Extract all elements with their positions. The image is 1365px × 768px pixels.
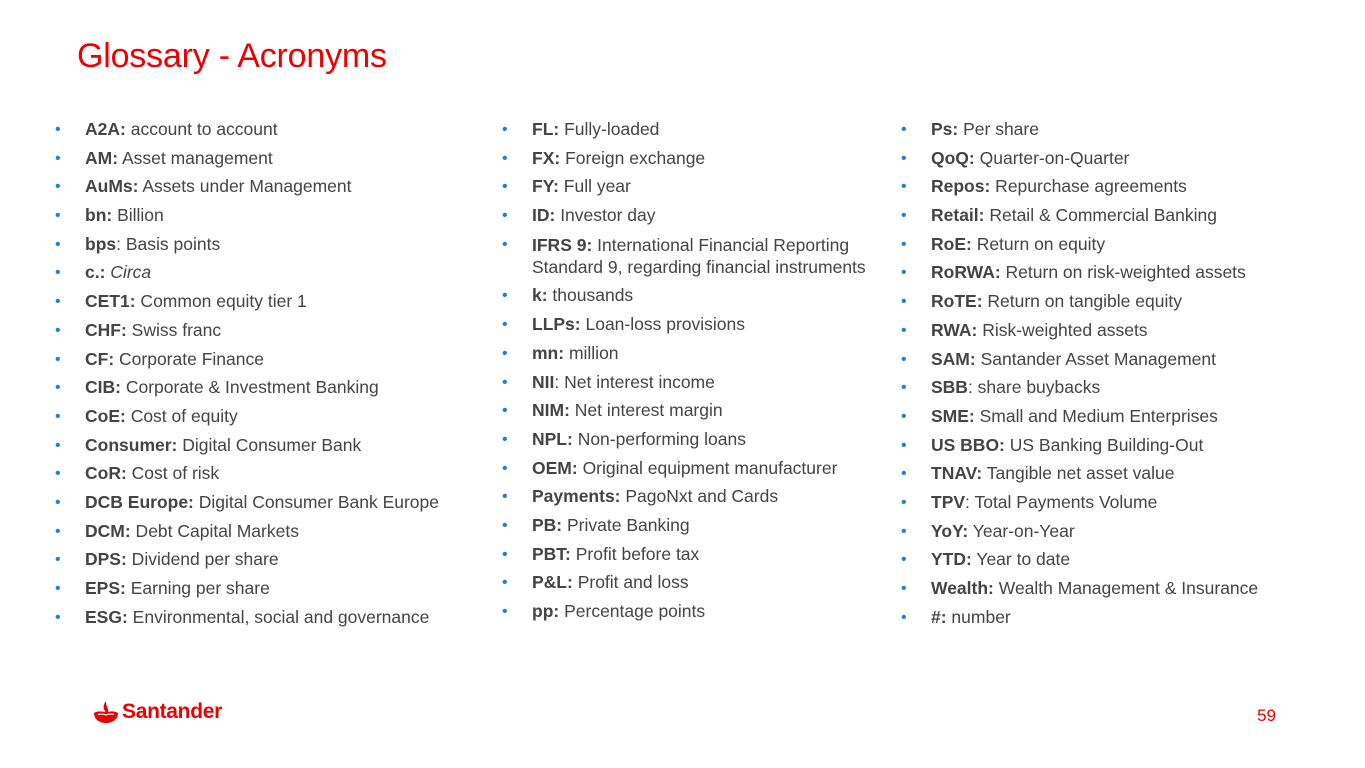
glossary-term: DCM: bbox=[85, 520, 131, 541]
glossary-term: #: bbox=[931, 606, 947, 627]
glossary-definition: Loan-loss provisions bbox=[580, 314, 746, 335]
bullet-icon: • bbox=[55, 407, 61, 425]
glossary-entry bbox=[502, 544, 897, 565]
bullet-icon: • bbox=[502, 545, 508, 563]
glossary-definition: Small and Medium Enterprises bbox=[974, 405, 1218, 426]
bullet-icon: • bbox=[55, 178, 61, 196]
glossary-term: NII bbox=[532, 371, 555, 392]
bullet-icon: • bbox=[901, 321, 907, 339]
glossary-term: FX: bbox=[532, 147, 561, 168]
bullet-icon: • bbox=[55, 350, 61, 368]
glossary-term: SBB bbox=[931, 377, 968, 398]
glossary-entry bbox=[55, 492, 485, 513]
glossary-term: NPL: bbox=[532, 428, 573, 449]
glossary-term: Ps: bbox=[931, 119, 959, 139]
glossary-term: Wealth: bbox=[931, 578, 994, 598]
glossary-term: NIM: bbox=[532, 400, 570, 421]
glossary-definition: Full year bbox=[558, 176, 631, 197]
page-number: 59 bbox=[1257, 706, 1276, 725]
glossary-definition: : Net interest income bbox=[554, 371, 715, 392]
bullet-icon: • bbox=[55, 264, 61, 282]
glossary-entry bbox=[55, 549, 485, 570]
glossary-definition: Risk-weighted assets bbox=[977, 319, 1148, 340]
bullet-icon: • bbox=[502, 459, 508, 477]
bullet-icon: • bbox=[55, 121, 61, 138]
glossary-term: DCB Europe: bbox=[85, 491, 194, 512]
bullet-icon: • bbox=[502, 287, 508, 305]
glossary-entry bbox=[502, 234, 897, 278]
glossary-entry bbox=[901, 291, 1341, 312]
glossary-definition: Tangible net asset value bbox=[982, 463, 1175, 484]
glossary-entry bbox=[55, 349, 485, 370]
glossary-term: mn: bbox=[532, 342, 565, 363]
glossary-entry bbox=[901, 406, 1341, 427]
glossary-entry bbox=[55, 578, 485, 599]
bullet-icon: • bbox=[901, 293, 907, 311]
glossary-term: Retail: bbox=[931, 205, 985, 226]
glossary-term: CHF: bbox=[85, 319, 127, 340]
glossary-definition: Cost of equity bbox=[125, 405, 238, 426]
bullet-icon: • bbox=[901, 235, 907, 253]
bullet-icon: • bbox=[901, 379, 907, 397]
glossary-entry bbox=[502, 343, 897, 364]
bullet-icon: • bbox=[55, 207, 61, 225]
bullet-icon: • bbox=[901, 465, 907, 483]
bullet-icon: • bbox=[901, 207, 907, 225]
bullet-icon: • bbox=[502, 178, 508, 196]
glossary-entry bbox=[901, 521, 1341, 542]
glossary-entry bbox=[901, 463, 1341, 484]
glossary-definition: : Total Payments Volume bbox=[965, 491, 1158, 512]
bullet-icon: • bbox=[901, 580, 907, 597]
glossary-definition: Swiss franc bbox=[126, 319, 222, 340]
glossary-definition: thousands bbox=[547, 285, 634, 306]
glossary-definition: Percentage points bbox=[559, 601, 706, 621]
glossary-entry bbox=[502, 314, 897, 335]
bullet-icon: • bbox=[55, 379, 61, 397]
glossary-entry bbox=[901, 377, 1341, 398]
bullet-icon: • bbox=[502, 430, 508, 448]
glossary-term: CoE: bbox=[85, 405, 126, 426]
bullet-icon: • bbox=[502, 574, 508, 592]
glossary-definition: Earning per share bbox=[125, 578, 270, 598]
glossary-term: EPS: bbox=[85, 578, 126, 598]
bullet-icon: • bbox=[901, 350, 907, 368]
glossary-entry bbox=[55, 176, 485, 197]
glossary-definition: Cost of risk bbox=[126, 463, 220, 484]
bullet-icon: • bbox=[55, 608, 61, 626]
glossary-definition: Profit before tax bbox=[570, 543, 700, 564]
bullet-icon: • bbox=[502, 373, 508, 391]
bullet-icon: • bbox=[55, 293, 61, 311]
glossary-definition: Circa bbox=[105, 262, 152, 283]
glossary-definition: number bbox=[946, 606, 1011, 627]
glossary-entry bbox=[502, 119, 897, 140]
glossary-entry bbox=[901, 492, 1341, 513]
glossary-term: CET1: bbox=[85, 291, 136, 312]
bullet-icon: • bbox=[502, 402, 508, 420]
glossary-column-3 bbox=[901, 119, 1341, 635]
glossary-entry bbox=[901, 349, 1341, 370]
glossary-entry bbox=[901, 119, 1341, 140]
glossary-term: A2A: bbox=[85, 119, 126, 139]
bullet-icon: • bbox=[502, 344, 508, 362]
bullet-icon: • bbox=[901, 121, 907, 138]
glossary-term: Repos: bbox=[931, 176, 991, 197]
glossary-definition: International Financial Reporting Standard 9, regarding financial instruments bbox=[532, 234, 866, 277]
glossary-definition: Private Banking bbox=[562, 514, 690, 535]
page-title: Glossary - Acronyms bbox=[77, 36, 387, 75]
glossary-entry bbox=[901, 148, 1341, 169]
glossary-term: RoE: bbox=[931, 233, 972, 254]
glossary-entry bbox=[55, 234, 485, 255]
glossary-entry bbox=[55, 205, 485, 226]
glossary-term: QoQ: bbox=[931, 147, 975, 168]
glossary-entry bbox=[901, 262, 1341, 283]
bullet-icon: • bbox=[55, 149, 61, 167]
glossary-definition: Foreign exchange bbox=[560, 147, 706, 168]
glossary-term: bps bbox=[85, 233, 117, 254]
bullet-icon: • bbox=[502, 488, 508, 506]
glossary-term: CIB: bbox=[85, 377, 121, 398]
glossary-term: FL: bbox=[532, 119, 560, 139]
glossary-term: OEM: bbox=[532, 457, 578, 478]
glossary-definition: Digital Consumer Bank Europe bbox=[193, 491, 440, 512]
glossary-entry bbox=[55, 406, 485, 427]
glossary-entry bbox=[502, 400, 897, 421]
bullet-icon: • bbox=[901, 407, 907, 425]
glossary-definition: Original equipment manufacturer bbox=[577, 457, 838, 478]
bullet-icon: • bbox=[55, 580, 61, 597]
bullet-icon: • bbox=[901, 264, 907, 282]
glossary-entry bbox=[502, 458, 897, 479]
glossary-term: YTD: bbox=[931, 549, 972, 570]
glossary-term: SAM: bbox=[931, 348, 976, 369]
glossary-term: CF: bbox=[85, 348, 115, 369]
glossary-entry bbox=[55, 377, 485, 398]
bullet-icon: • bbox=[901, 149, 907, 167]
glossary-definition: Digital Consumer Bank bbox=[177, 434, 362, 455]
glossary-term: RoTE: bbox=[931, 291, 983, 312]
glossary-entry bbox=[901, 234, 1341, 255]
glossary-definition: Net interest margin bbox=[569, 400, 723, 421]
glossary-entry bbox=[502, 572, 897, 593]
glossary-entry bbox=[502, 176, 897, 197]
glossary-term: pp: bbox=[532, 601, 560, 621]
glossary-entry bbox=[55, 119, 485, 140]
glossary-entry bbox=[55, 521, 485, 542]
glossary-entry bbox=[502, 148, 897, 169]
glossary-term: US BBO: bbox=[931, 434, 1005, 455]
bullet-icon: • bbox=[55, 321, 61, 339]
glossary-entry bbox=[502, 205, 897, 226]
glossary-entry bbox=[901, 607, 1341, 628]
bullet-icon: • bbox=[502, 235, 508, 253]
glossary-entry bbox=[901, 176, 1341, 197]
glossary-definition: Assets under Management bbox=[138, 176, 352, 197]
glossary-term: RWA: bbox=[931, 319, 978, 340]
glossary-definition: Dividend per share bbox=[126, 549, 279, 570]
glossary-definition: Santander Asset Management bbox=[975, 348, 1217, 369]
glossary-definition: Year-on-Year bbox=[968, 520, 1075, 541]
glossary-term: DPS: bbox=[85, 549, 127, 570]
glossary-term: ESG: bbox=[85, 606, 128, 627]
glossary-column-2 bbox=[502, 119, 897, 630]
glossary-entry bbox=[55, 320, 485, 341]
glossary-definition: Quarter-on-Quarter bbox=[974, 147, 1130, 168]
glossary-entry bbox=[502, 285, 897, 306]
bullet-icon: • bbox=[901, 551, 907, 569]
bullet-icon: • bbox=[502, 121, 508, 138]
glossary-entry bbox=[55, 262, 485, 283]
glossary-definition: Per share bbox=[958, 119, 1039, 139]
bullet-icon: • bbox=[55, 522, 61, 540]
glossary-entry bbox=[502, 486, 897, 507]
glossary-column-1 bbox=[55, 119, 485, 635]
glossary-entry bbox=[55, 291, 485, 312]
glossary-definition: Corporate & Investment Banking bbox=[120, 377, 379, 398]
bullet-icon: • bbox=[901, 608, 907, 626]
glossary-entry bbox=[901, 320, 1341, 341]
glossary-definition: PagoNxt and Cards bbox=[620, 486, 779, 507]
santander-logo bbox=[93, 700, 222, 724]
glossary-term: RoRWA: bbox=[931, 262, 1001, 283]
bullet-icon: • bbox=[502, 149, 508, 167]
glossary-term: LLPs: bbox=[532, 314, 581, 335]
glossary-entry bbox=[502, 429, 897, 450]
glossary-term: FY: bbox=[532, 176, 559, 197]
glossary-definition: Repurchase agreements bbox=[990, 176, 1187, 197]
glossary-definition: Return on risk-weighted assets bbox=[1000, 262, 1246, 283]
glossary-definition: Profit and loss bbox=[572, 572, 689, 593]
glossary-entry bbox=[55, 607, 485, 628]
glossary-term: k: bbox=[532, 285, 548, 306]
glossary-term: Consumer: bbox=[85, 434, 178, 455]
glossary-definition: Billion bbox=[112, 205, 164, 226]
glossary-entry bbox=[502, 372, 897, 393]
glossary-term: bn: bbox=[85, 205, 113, 226]
glossary-definition: Asset management bbox=[118, 147, 273, 168]
bullet-icon: • bbox=[502, 207, 508, 225]
glossary-term: IFRS 9: bbox=[532, 234, 593, 255]
glossary-term: Payments: bbox=[532, 486, 621, 507]
bullet-icon: • bbox=[901, 436, 907, 454]
glossary-entry bbox=[901, 205, 1341, 226]
glossary-definition: Debt Capital Markets bbox=[130, 520, 299, 541]
bullet-icon: • bbox=[55, 493, 61, 511]
bullet-icon: • bbox=[502, 316, 508, 334]
glossary-definition: Investor day bbox=[555, 205, 656, 226]
glossary-term: P&L: bbox=[532, 572, 573, 593]
bullet-icon: • bbox=[901, 493, 907, 511]
glossary-entry bbox=[901, 549, 1341, 570]
santander-flame-icon bbox=[93, 700, 119, 724]
glossary-term: CoR: bbox=[85, 463, 127, 484]
glossary-definition: million bbox=[564, 342, 619, 363]
glossary-term: AM: bbox=[85, 147, 119, 168]
glossary-definition: Return on tangible equity bbox=[982, 291, 1182, 312]
glossary-entry bbox=[55, 148, 485, 169]
bullet-icon: • bbox=[502, 603, 508, 620]
glossary-definition: Return on equity bbox=[971, 233, 1106, 254]
bullet-icon: • bbox=[55, 551, 61, 569]
glossary-definition: Fully-loaded bbox=[559, 119, 660, 139]
glossary-definition: account to account bbox=[125, 119, 278, 139]
glossary-term: PBT: bbox=[532, 543, 571, 564]
bullet-icon: • bbox=[55, 235, 61, 253]
bullet-icon: • bbox=[55, 436, 61, 454]
glossary-definition: US Banking Building-Out bbox=[1004, 434, 1204, 455]
glossary-term: YoY: bbox=[931, 520, 969, 541]
glossary-term: SME: bbox=[931, 405, 975, 426]
glossary-term: ID: bbox=[532, 205, 556, 226]
bullet-icon: • bbox=[901, 178, 907, 196]
glossary-definition: : Basis points bbox=[116, 233, 221, 254]
glossary-definition: Wealth Management & Insurance bbox=[993, 578, 1259, 598]
glossary-entry bbox=[55, 435, 485, 456]
glossary-definition: Retail & Commercial Banking bbox=[984, 205, 1217, 226]
glossary-term: AuMs: bbox=[85, 176, 139, 197]
bullet-icon: • bbox=[55, 465, 61, 483]
bullet-icon: • bbox=[901, 522, 907, 540]
glossary-definition: Year to date bbox=[971, 549, 1071, 570]
glossary-definition: Non-performing loans bbox=[572, 428, 746, 449]
bullet-icon: • bbox=[502, 516, 508, 534]
brand-name: Santander bbox=[122, 700, 222, 723]
glossary-entry bbox=[502, 601, 897, 622]
glossary-definition: : share buybacks bbox=[967, 377, 1101, 398]
glossary-entry bbox=[901, 435, 1341, 456]
glossary-entry bbox=[901, 578, 1341, 599]
glossary-definition: Corporate Finance bbox=[114, 348, 264, 369]
glossary-term: TNAV: bbox=[931, 463, 983, 484]
glossary-term: TPV bbox=[931, 491, 966, 512]
glossary-definition: Environmental, social and governance bbox=[127, 606, 430, 627]
glossary-entry bbox=[502, 515, 897, 536]
glossary-definition: Common equity tier 1 bbox=[135, 291, 307, 312]
glossary-term: c.: bbox=[85, 262, 106, 283]
glossary-entry bbox=[55, 463, 485, 484]
glossary-term: PB: bbox=[532, 514, 563, 535]
